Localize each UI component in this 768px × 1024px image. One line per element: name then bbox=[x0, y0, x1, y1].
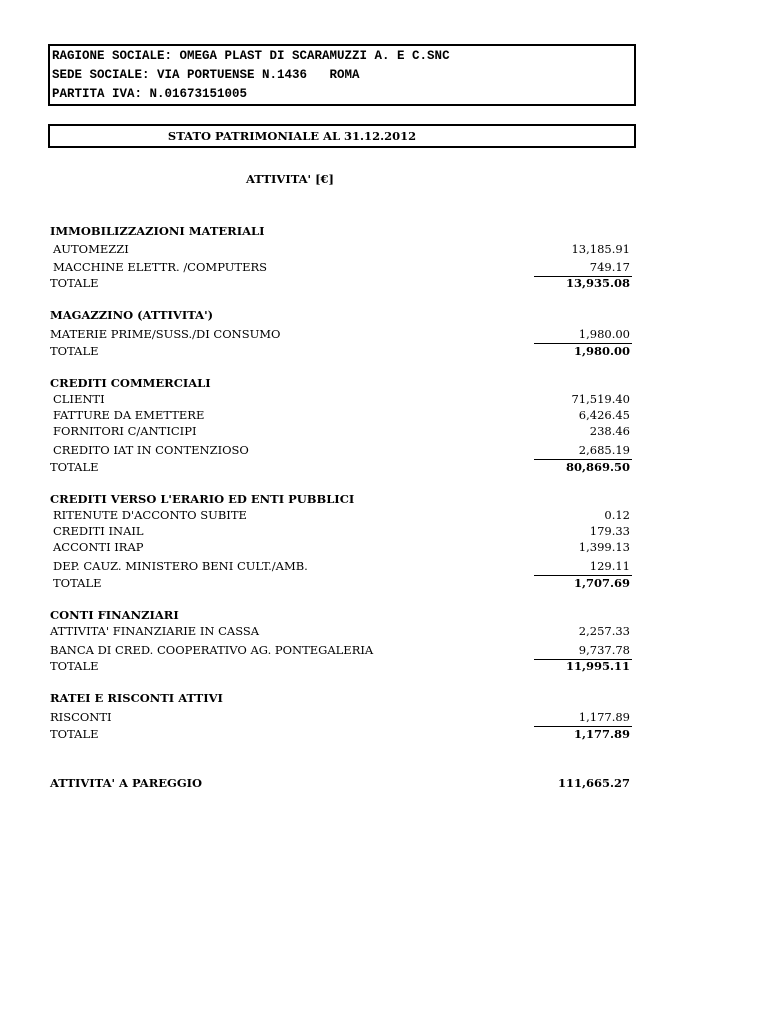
table-row: ATTIVITA' FINANZIARIE IN CASSA 2,257.33 bbox=[50, 624, 630, 638]
section-subtitle: ATTIVITA' [€] bbox=[246, 172, 334, 186]
section-heading: MAGAZZINO (ATTIVITA') bbox=[50, 308, 214, 322]
ragione-sociale: RAGIONE SOCIALE: OMEGA PLAST DI SCARAMUZZI A. E C.SNC bbox=[52, 49, 450, 63]
sede-sociale: SEDE SOCIALE: VIA PORTUENSE N.1436 ROMA bbox=[52, 68, 360, 82]
total-row: TOTALE 1,707.69 bbox=[53, 576, 630, 590]
grand-total-label: ATTIVITA' A PAREGGIO bbox=[50, 776, 203, 790]
table-row: FATTURE DA EMETTERE 6,426.45 bbox=[53, 408, 630, 422]
partita-iva: PARTITA IVA: N.01673151005 bbox=[52, 87, 248, 101]
total-row: TOTALE 80,869.50 bbox=[50, 460, 630, 474]
table-row: FORNITORI C/ANTICIPI 238.46 bbox=[53, 424, 630, 438]
section-heading: CREDITI VERSO L'ERARIO ED ENTI PUBBLICI bbox=[50, 492, 355, 506]
statement-title-box bbox=[48, 124, 636, 148]
table-row: BANCA DI CRED. COOPERATIVO AG. PONTEGALERIA 9,737.78 bbox=[50, 643, 632, 659]
total-row: TOTALE 13,935.08 bbox=[50, 276, 630, 290]
table-row: MACCHINE ELETTR. /COMPUTERS 749.17 bbox=[50, 260, 632, 276]
grand-total-value: 111,665.27 bbox=[557, 776, 630, 790]
table-row: ACCONTI IRAP 1,399.13 bbox=[53, 540, 630, 554]
table-row: CREDITI INAIL 179.33 bbox=[53, 524, 630, 538]
table-row: RISCONTI 1,177.89 bbox=[50, 710, 632, 726]
section-heading: IMMOBILIZZAZIONI MATERIALI bbox=[50, 224, 265, 238]
table-row: MATERIE PRIME/SUSS./DI CONSUMO 1,980.00 bbox=[50, 327, 632, 343]
total-row: TOTALE 11,995.11 bbox=[50, 659, 630, 673]
statement-title: STATO PATRIMONIALE AL 31.12.2012 bbox=[167, 129, 417, 143]
grand-total-row bbox=[50, 776, 632, 792]
section-heading: RATEI E RISCONTI ATTIVI bbox=[50, 691, 223, 705]
table-row: CLIENTI 71,519.40 bbox=[53, 392, 630, 406]
section-heading: CONTI FINANZIARI bbox=[50, 608, 179, 622]
section-heading: CREDITI COMMERCIALI bbox=[50, 376, 211, 390]
company-header bbox=[48, 44, 636, 106]
total-row: TOTALE 1,980.00 bbox=[50, 344, 630, 358]
total-row: TOTALE 1,177.89 bbox=[50, 727, 630, 741]
table-row: AUTOMEZZI 13,185.91 bbox=[53, 242, 630, 256]
table-row: CREDITO IAT IN CONTENZIOSO 2,685.19 bbox=[50, 443, 632, 459]
table-row: DEP. CAUZ. MINISTERO BENI CULT./AMB. 129.11 bbox=[50, 559, 632, 575]
table-row: RITENUTE D'ACCONTO SUBITE 0.12 bbox=[53, 508, 630, 522]
